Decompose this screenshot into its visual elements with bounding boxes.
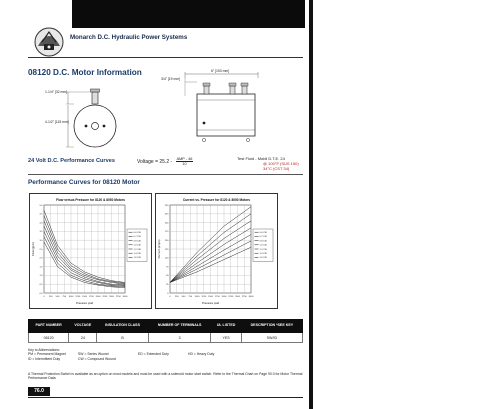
x-tick-label: 2750 [241, 296, 247, 298]
key-sw: SW = Series Wound [78, 352, 109, 357]
key-hd: HD = Heavy Duty [188, 352, 215, 357]
y-tick-label: 175 [164, 231, 169, 234]
y-tick-label: 2.0 [39, 257, 43, 260]
x-tick-label: 500 [181, 296, 186, 298]
dim-offset-label: 3/4" [19 mm] [161, 77, 181, 81]
y-tick-label: 4.0 [39, 222, 43, 225]
table-row [29, 333, 303, 343]
key-title: Key to Abbreviations: [28, 348, 60, 352]
formula-numerator: AMP - 46 [176, 157, 193, 161]
test-fluid-temp-2: 34°C (CST 34) [263, 165, 290, 171]
x-tick-label: 2500 [235, 296, 240, 298]
x-tick-label: 1750 [88, 296, 94, 298]
voltage-formula [137, 157, 193, 166]
x-axis-label: Pressure psid [75, 301, 94, 305]
legend-entry: 1.2 CID [133, 248, 141, 251]
company-name: Monarch D.C. Hydraulic Power Systems [70, 34, 188, 41]
y-axis-label: Flow (gpm) [31, 242, 35, 256]
cell-ul-listed: YES [211, 333, 241, 343]
legend-entry: 1.6 CID [133, 257, 141, 260]
cell-voltage: 24 [69, 333, 97, 343]
y-tick-label: 100 [164, 257, 169, 260]
header-description: DESCRIPTION *SEE KEY [241, 320, 302, 333]
legend-entry: 0.8 CID [259, 240, 267, 243]
y-tick-label: 75 [166, 266, 169, 269]
key-id: ID = Intermittent Duty [28, 356, 61, 361]
motor-side-view-drawing [160, 70, 272, 150]
chart-title: Current vs. Pressure for 8120 & 8050 Motors [182, 198, 251, 202]
test-fluid-temp-1: @ 100°F (SUS 150) [263, 160, 299, 166]
header-ul-listed: UL LISTED [211, 320, 241, 333]
y-tick-label: 25 [166, 284, 169, 286]
y-tick-label: 3.5 [39, 231, 43, 234]
header-insulation-class: INSULATION CLASS [97, 320, 148, 333]
header-part-number: PART NUMBER [29, 320, 69, 333]
dim-height-label: 1-1/4" [32 mm] [45, 90, 68, 94]
test-fluid-block [237, 157, 299, 171]
chart-title: Flow versus Pressure for 8120 & 8050 Motors [56, 198, 125, 202]
spec-table-wrap [28, 319, 303, 343]
y-tick-label: 2.5 [39, 248, 43, 251]
y-tick-label: 3.0 [39, 240, 43, 242]
y-tick-label: 50 [166, 275, 169, 278]
test-fluid-label: Test Fluid - [237, 156, 257, 161]
dim-length-label: 6" [153 mm] [211, 69, 230, 73]
flow-vs-pressure-chart [30, 194, 151, 308]
x-tick-label: 250 [48, 296, 53, 298]
x-tick-label: 2500 [109, 296, 114, 298]
spec-table [28, 319, 303, 343]
legend-entry: 1.6 CID [259, 257, 267, 260]
legend-entry: 1.0 CID [259, 244, 267, 247]
x-tick-label: 3000 [248, 296, 254, 298]
cell-description: SW/ID [241, 333, 302, 343]
cell-number-of-terminals: 3 [148, 333, 211, 343]
x-tick-label: 2250 [228, 296, 234, 298]
y-tick-label: 0.0 [39, 292, 43, 295]
legend-entry: 0.7 CID [133, 236, 141, 239]
y-tick-label: 150 [164, 240, 169, 242]
section-rule [28, 174, 303, 175]
x-tick-label: 1500 [208, 296, 213, 298]
cell-part-number: 08120 [29, 333, 69, 343]
y-tick-label: 4.5 [39, 213, 43, 216]
x-tick-label: 2750 [115, 296, 121, 298]
section-title: Performance Curves for 08120 Motor [28, 179, 140, 186]
abbreviation-key [28, 348, 303, 361]
y-tick-label: 0.5 [39, 284, 43, 286]
spec-table-header-row [29, 320, 303, 333]
x-tick-label: 750 [62, 296, 67, 298]
flow-chart-frame [29, 193, 152, 309]
motor-info-title: 08120 D.C. Motor Information [28, 68, 142, 77]
y-tick-label: 1.0 [39, 275, 43, 278]
x-tick-label: 3000 [122, 296, 128, 298]
current-chart-frame [155, 193, 278, 309]
formula-denominator: 10 [182, 162, 187, 166]
monarch-logo-icon [28, 20, 70, 62]
header-black-bar [72, 0, 305, 28]
x-tick-label: 2000 [221, 296, 227, 298]
footer-rule [28, 397, 303, 398]
y-axis-label: Current (amps) [157, 239, 161, 259]
x-tick-label: 1250 [201, 296, 207, 298]
key-pm: PM = Permanent Magnet [28, 352, 66, 357]
x-axis-label: Pressure psid [201, 301, 220, 305]
cell-insulation-class: B [97, 333, 148, 343]
formula-label: Voltage = 25.2 - [137, 158, 173, 165]
legend-entry: 0.6 CID [259, 232, 267, 234]
performance-24v-title: 24 Volt D.C. Performance Curves [28, 158, 115, 164]
y-tick-label: 225 [164, 213, 169, 216]
x-tick-label: 0 [43, 296, 45, 298]
x-tick-label: 2250 [102, 296, 108, 298]
y-tick-label: 5.0 [39, 204, 43, 207]
legend-entry: 1.4 CID [133, 253, 141, 255]
key-cw: CW = Compound Wound [78, 356, 116, 361]
x-tick-label: 1500 [82, 296, 87, 298]
y-tick-label: 250 [164, 204, 169, 207]
legend-entry: 0.6 CID [133, 232, 141, 234]
y-tick-label: 200 [164, 222, 169, 225]
header-voltage: VOLTAGE [69, 320, 97, 333]
legend-entry: 0.7 CID [259, 236, 267, 239]
x-tick-label: 250 [174, 296, 179, 298]
x-tick-label: 1000 [194, 296, 200, 298]
thermal-footnote: A Thermal Protection Switch is available as an option on most models and must be used with a solenoid motor start switch. Refer to the Thermal Chart on Page 90.0 for Motor Thermal Performance Data. [28, 372, 303, 381]
key-ed: ED = Extended Duty [138, 352, 169, 357]
x-tick-label: 1250 [75, 296, 81, 298]
x-tick-label: 1000 [68, 296, 74, 298]
x-tick-label: 0 [169, 296, 171, 298]
legend-entry: 1.2 CID [259, 248, 267, 251]
y-tick-label: 0 [167, 292, 169, 295]
x-tick-label: 750 [188, 296, 193, 298]
test-fluid-model: Mobil D.T.E. 24 [257, 156, 285, 161]
header-rule [28, 57, 303, 58]
page-number: 76.0 [28, 387, 50, 396]
x-tick-label: 1750 [214, 296, 220, 298]
legend-entry: 0.8 CID [133, 240, 141, 243]
page-right-edge [309, 0, 313, 409]
formula-fraction [176, 157, 194, 166]
y-tick-label: 1.5 [39, 266, 43, 269]
header-number-of-terminals: NUMBER OF TERMINALS [148, 320, 211, 333]
legend-entry: 1.4 CID [259, 253, 267, 255]
current-vs-pressure-chart [156, 194, 277, 308]
x-tick-label: 500 [55, 296, 60, 298]
dim-diameter-label: 4-1/2" [115 mm] [45, 120, 69, 124]
y-tick-label: 125 [164, 248, 169, 251]
x-tick-label: 2000 [95, 296, 101, 298]
legend-entry: 1.0 CID [133, 244, 141, 247]
